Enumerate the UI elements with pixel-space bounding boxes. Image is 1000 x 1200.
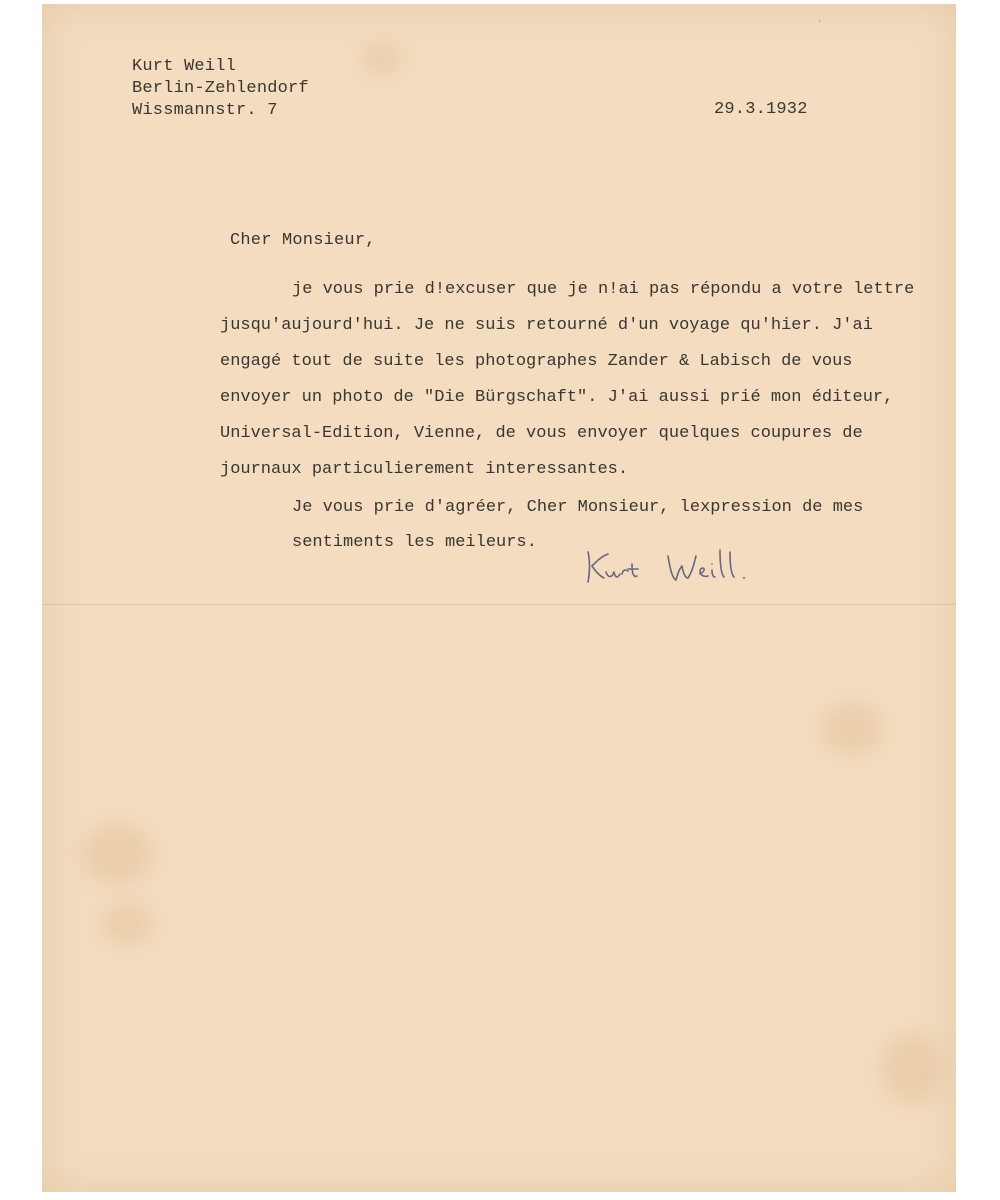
body-line: envoyer un photo de "Die Bürgschaft". J'ai aussi prié mon éditeur, — [220, 388, 894, 407]
body-line: jusqu'aujourd'hui. Je ne suis retourné d'un voyage qu'hier. J'ai — [220, 316, 873, 335]
paper-stain — [822, 704, 882, 754]
letter-sheet — [42, 4, 956, 1192]
sender-city: Berlin-Zehlendorf — [132, 79, 309, 98]
sender-address — [132, 56, 309, 122]
paper-stain — [882, 1034, 942, 1104]
paper-fold — [42, 604, 956, 605]
body-line: Universal-Edition, Vienne, de vous envoyer quelques coupures de — [220, 424, 863, 443]
paper-mark: · — [816, 14, 824, 28]
salutation: Cher Monsieur, — [230, 231, 376, 250]
body-line: engagé tout de suite les photographes Zander & Labisch de vous — [220, 352, 853, 371]
sender-name: Kurt Weill — [132, 57, 237, 76]
body-line: je vous prie d!excuser que je n!ai pas répondu a votre lettre — [292, 280, 915, 299]
letter-date: 29.3.1932 — [714, 100, 808, 119]
closing-line: Je vous prie d'agréer, Cher Monsieur, lexpression de mes — [292, 498, 864, 517]
handwritten-signature — [582, 542, 792, 588]
paper-stain — [82, 824, 152, 884]
paper-stain — [102, 904, 152, 944]
paper-stain — [362, 44, 402, 74]
closing-line: sentiments les meileurs. — [292, 533, 537, 552]
sender-street: Wissmannstr. 7 — [132, 101, 278, 120]
body-line: journaux particulierement interessantes. — [220, 460, 629, 479]
